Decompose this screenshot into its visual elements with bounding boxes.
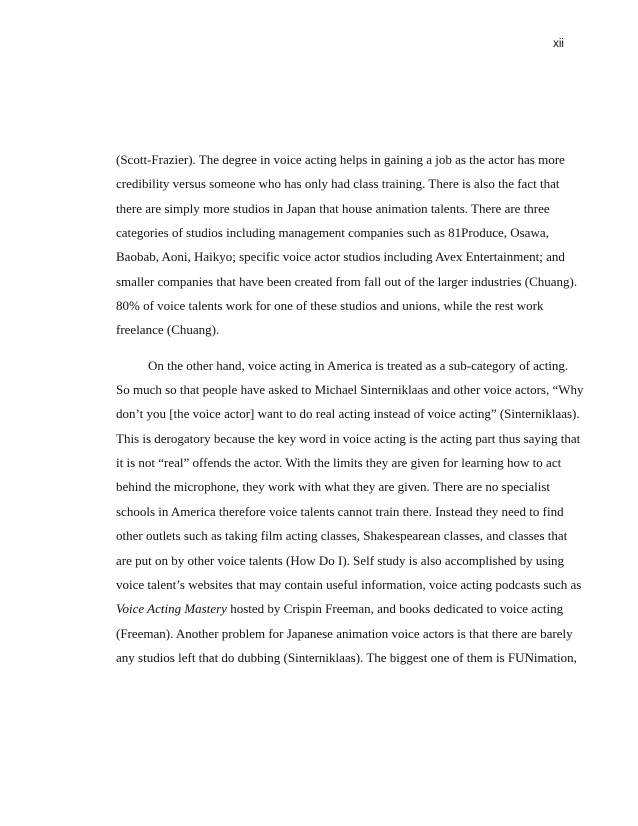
text-line-with-title (116, 597, 564, 621)
text-line: Baobab, Aoni, Haikyo; specific voice actor studios including Avex Entertainment; and (116, 249, 565, 265)
text-line: schools in America therefore voice talents cannot train there. Instead they need to find (116, 503, 564, 519)
text-line: This is derogatory because the key word in voice acting is the acting part thus saying that (116, 430, 581, 446)
text-line: are put on by other voice talents (How Do I). Self study is also accomplished by using (116, 552, 565, 568)
paragraph-1 (116, 148, 578, 343)
text-line-indented: On the other hand, voice acting in America is treated as a sub-category of acting. (148, 357, 569, 373)
paragraph-spacer (116, 343, 548, 354)
text-line: any studios left that do dubbing (Sinterniklaas). The biggest one of them is FUNimation, (116, 649, 577, 665)
paragraph-2 (116, 354, 584, 670)
body-text (116, 148, 584, 670)
text-line-rest: hosted by Crispin Freeman, and books dedicated to voice acting (226, 601, 564, 617)
text-line: freelance (Chuang). (116, 322, 220, 338)
text-line: behind the microphone, they work with what they are given. There are no specialist (116, 479, 551, 495)
text-line: smaller companies that have been created from fall out of the larger industries (Chuang). (116, 273, 578, 289)
text-line: credibility versus someone who has only had class training. There is also the fact that (116, 176, 560, 192)
text-line: categories of studios including management companies such as 81Produce, Osawa, (116, 225, 549, 241)
text-line: So much so that people have asked to Michael Sinterniklaas and other voice actors, “Why (116, 382, 584, 398)
text-line: don’t you [the voice actor] want to do real acting instead of voice acting” (Sinterniklaas). (116, 406, 580, 422)
book-title: Voice Acting Mastery (116, 601, 227, 617)
text-line: voice talent’s websites that may contain useful information, voice acting podcasts such as (116, 576, 582, 592)
text-line: other outlets such as taking film acting classes, Shakespearean classes, and classes that (116, 528, 568, 544)
text-line: it is not “real” offends the actor. With the limits they are given for learning how to act (116, 455, 562, 471)
text-line: (Scott-Frazier). The degree in voice acting helps in gaining a job as the actor has more (116, 152, 565, 167)
text-line: 80% of voice talents work for one of these studios and unions, while the rest work (116, 298, 544, 314)
text-line: there are simply more studios in Japan that house animation talents. There are three (116, 200, 550, 216)
text-line: (Freeman). Another problem for Japanese animation voice actors is that there are barely (116, 625, 573, 641)
page-number: xii (553, 38, 564, 50)
